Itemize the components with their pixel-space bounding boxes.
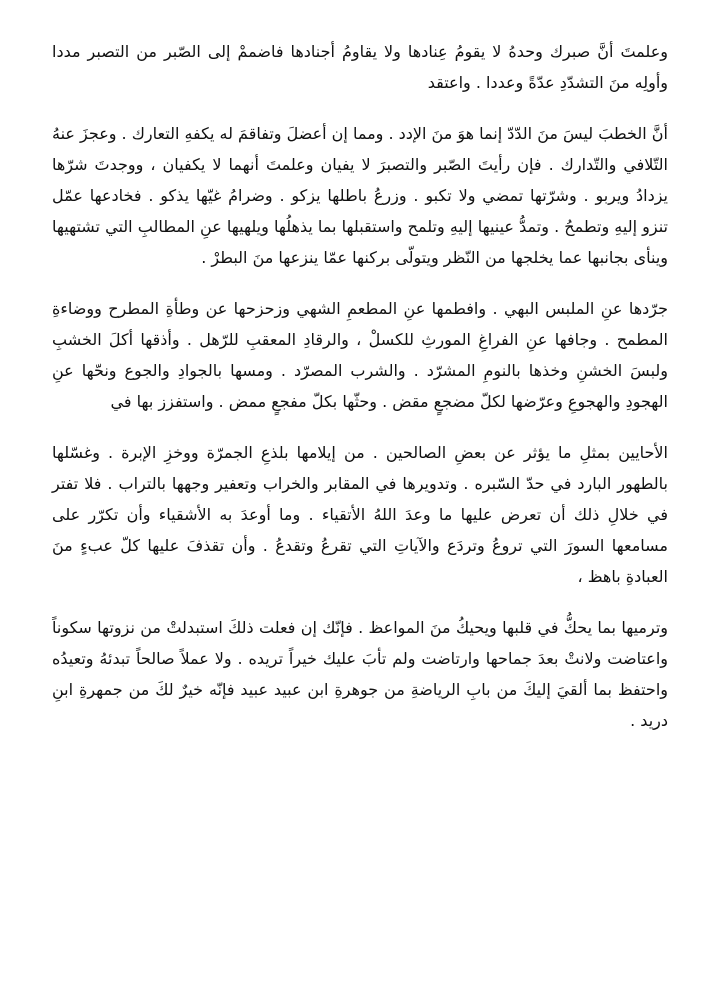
paragraph-1: وعلمتَ أنَّ صبرك وحدهُ لا يقومُ عِنادها ولا يقاومُ أجنادها فاضممْ إلى الصّبر من التصبر مددا وأولِه منَ التشدّدِ عدّةً وعددا . واعتقد [52, 42, 668, 92]
paragraph-4: الأحايين بمثلِ ما يؤثر عن بعضِ الصالحين . من إيلامها بلذعِ الجمرّة ووخزِ الإبرة . وغسّلها بالطهور البارد في حدّ السّبره . وتدويرها في المقابر والخراب وتعفير وجهها بالتراب . فلا تفتر في خلالِ ذلك أن تعرض عليها ما وعدَ اللهُ الأتقياء . وما أوعدَ به الأشقياء وأن تكرّر على مسامعها السورَ التي تروعُ وتردَع والآياتِ التي تقرعُ وتقدعُ . وأن تقذفَ عليها كلّ عبءٍ منَ العبادةِ باهظ ، [52, 443, 668, 586]
paragraph-5: وترميها بما يحكُّ في قلبها ويحيكُ منَ المواعظ . فإنّك إن فعلت ذلكَ استبدلتْ من نزوتها سكوناً واعتاضت ولانتْ بعدَ جماحها وارتاضت ولم تأبَ عليك خيراً تريده . ولا عملاً صالحاً تبدئهُ وتعيدُه واحتفظ بما ألقيَ إليكَ من بابِ الرياضةِ من جوهرةِ ابن عبيد عبيد فإنّه خيرٌ لكَ من جمهرةِ ابنِ دريد . [52, 618, 668, 730]
paragraph-3: جرّدها عنِ الملبس البهي . وافطمها عنِ المطعمِ الشهي وزحزحها عن وطأةِ المطرح ووضاءةِ المطمح . وجافها عنِ الفراغِ المورثِ للكسلْ ، والرقادِ المعقبِ للرّهل . وأذقها أكلَ الخشبِ ولبسَ الخشنِ وخذها بالنومِ المشرّد . والشرب المصرّد . ومسها بالجوادِ والجوع ونحّها عنِ الهجودِ والهجوعِ وعرّضها لكلّ مضجعٍ مقض . وحثّها بكلّ مفجعٍ ممض . واستفزز بها في [52, 299, 668, 411]
document-page [52, 36, 668, 736]
paragraph-2: أنَّ الخطبَ ليسَ منَ الدّدّ إنما هوَ منَ الإدد . ومما إن أعضلَ وتفاقمَ له يكفهِ التعارك . وعجزَ عنهُ التّلافي والتّدارك . فإن رأيتَ الصّبر والتصبرَ لا يفيان وعلمتَ أنهما لا يكفيان ، ووجدتَ شرّها يزدادُ ويربو . وشرّتها تمضي ولا تكبو . وزرعُ باطلها يزكو . وضرامُ غيّها يذكو . فخادعها عمّل تنزو إليهِ وتطمحُ . وتمدُّ عينيها إليهِ وتلمح واستقبلها بما يذهلُها ويلهيها عنِ المطالبِ التي تشتهيها وينأى بجانبها عما يخلجها من النّظر ويتولّى بركنها عمّا ينزعها منَ البطرْ . [52, 124, 668, 267]
